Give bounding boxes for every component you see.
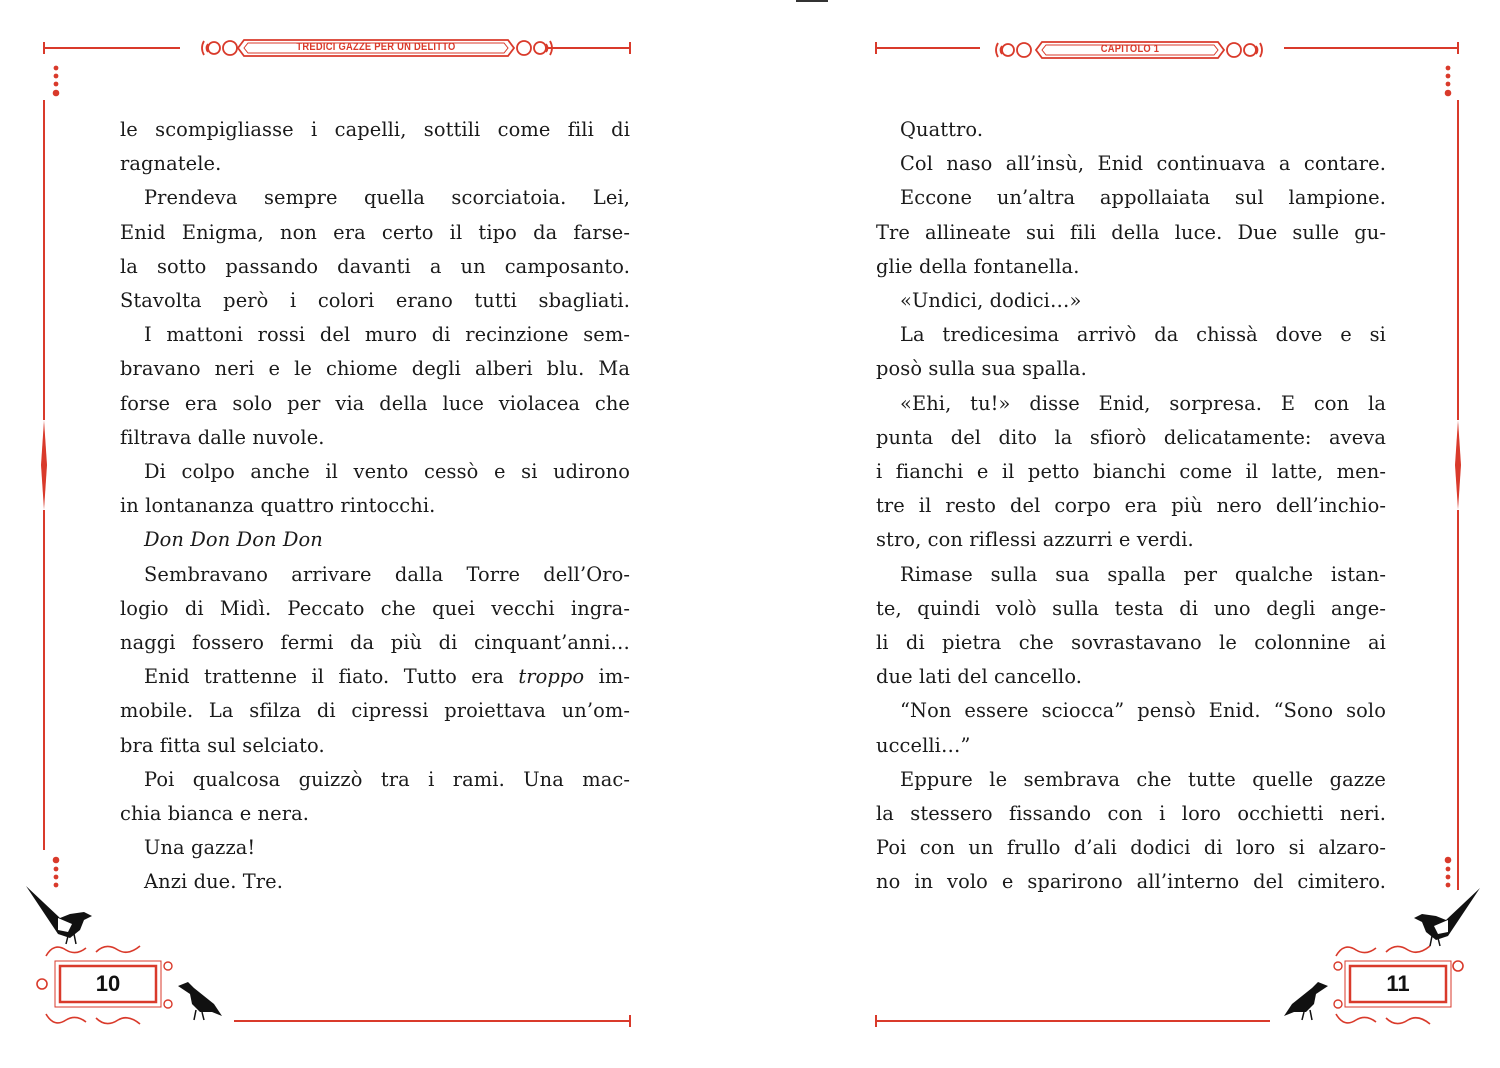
text-line: i fianchi e il petto bianchi come il latte, men- bbox=[876, 460, 1386, 484]
text-line: Eppure le sembrava che tutte quelle gazze bbox=[900, 767, 1386, 791]
text-line: Enid Enigma, non era certo il tipo da farse- bbox=[120, 220, 630, 244]
text-line: in lontananza quattro rintocchi. bbox=[120, 494, 436, 518]
text-line: Di colpo anche il vento cessò e si udirono bbox=[144, 460, 630, 484]
text-line: I mattoni rossi del muro di recinzione sem- bbox=[144, 323, 630, 347]
magpie-icon bbox=[1414, 888, 1480, 946]
text-line: Prendeva sempre quella scorciatoia. Lei, bbox=[144, 186, 630, 210]
page-number: 11 bbox=[1386, 971, 1410, 996]
text-line: Sembravano arrivare dalla Torre dell’Oro- bbox=[144, 562, 630, 586]
text-line: chia bianca e nera. bbox=[120, 802, 310, 826]
text-line: la sotto passando davanti a un camposanto. bbox=[120, 254, 630, 278]
text-line: Anzi due. Tre. bbox=[144, 870, 284, 894]
text-line: punta del dito la sfiorò delicatamente: aveva bbox=[876, 425, 1386, 449]
text-line-italic: Don Don Don Don bbox=[144, 528, 323, 552]
text-line: bravano neri e le chiome degli alberi blu. Ma bbox=[120, 357, 630, 381]
text-line: Quattro. bbox=[900, 118, 984, 141]
text-line: Una gazza! bbox=[144, 836, 256, 860]
text-line: due lati del cancello. bbox=[876, 665, 1083, 689]
text-line: Rimase sulla sua spalla per qualche istan- bbox=[900, 562, 1386, 586]
running-header-chapter: CAPITOLO 1 bbox=[1100, 43, 1160, 55]
right-page bbox=[750, 0, 1500, 1068]
text-line: La tredicesima arrivò da chissà dove e si bbox=[900, 323, 1386, 347]
text-line: no in volo e sparirono all’interno del cimitero. bbox=[876, 870, 1386, 894]
text-fragment-italic: troppo bbox=[518, 665, 585, 689]
text-line: filtrava dalle nuvole. bbox=[120, 425, 325, 449]
text-line: stro, con riflessi azzurri e verdi. bbox=[876, 528, 1194, 552]
text-line: forse era solo per via della luce violacea che bbox=[120, 391, 630, 415]
text-line: Stavolta però i colori erano tutti sbagliati. bbox=[120, 289, 630, 313]
text-line: Col naso all’insù, Enid continuava a contare. bbox=[900, 152, 1386, 176]
text-line: «Ehi, tu!» disse Enid, sorpresa. E con la bbox=[900, 391, 1386, 415]
crow-icon bbox=[178, 982, 222, 1020]
right-page-text bbox=[876, 113, 1386, 900]
text-line: glie della fontanella. bbox=[876, 254, 1080, 278]
text-line: tre il resto del corpo era più nero dell’inchio- bbox=[876, 494, 1386, 518]
text-line: uccelli…” bbox=[876, 733, 971, 757]
page-number: 10 bbox=[95, 971, 121, 996]
text-line: Poi qualcosa guizzò tra i rami. Una mac- bbox=[144, 767, 630, 791]
magpie-icon bbox=[26, 886, 92, 944]
text-line: “Non essere sciocca” pensò Enid. “Sono solo bbox=[900, 699, 1386, 723]
text-line: la stessero fissando con i loro occhietti neri. bbox=[876, 802, 1386, 826]
text-fragment: Enid trattenne il fiato. Tutto era bbox=[144, 665, 504, 689]
text-line: mobile. La sfilza di cipressi proiettava un’om- bbox=[120, 699, 630, 723]
text-line: Tre allineate sui fili della luce. Due sulle gu- bbox=[876, 220, 1386, 244]
left-page-text bbox=[120, 113, 630, 900]
running-header-title: TREDICI GAZZE PER UN DELITTO bbox=[296, 41, 456, 53]
crow-icon bbox=[1284, 982, 1328, 1020]
text-line: li di pietra che sovrastavano le colonnine ai bbox=[876, 631, 1386, 655]
text-line: naggi fossero fermi da più di cinquant’anni… bbox=[120, 631, 630, 655]
text-line: logio di Midì. Peccato che quei vecchi ingra- bbox=[120, 596, 630, 620]
text-line: posò sulla sua spalla. bbox=[876, 357, 1087, 381]
text-line bbox=[120, 660, 630, 694]
text-fragment: im- bbox=[598, 665, 631, 689]
text-line: le scompigliasse i capelli, sottili come fili di bbox=[120, 118, 630, 141]
text-line: Poi con un frullo d’ali dodici di loro si alzaro- bbox=[876, 836, 1386, 860]
text-line: bra fitta sul selciato. bbox=[120, 733, 325, 757]
text-line: ragnatele. bbox=[120, 152, 222, 176]
text-line: «Undici, dodici…» bbox=[900, 289, 1082, 313]
text-line: te, quindi volò sulla testa di uno degli ange- bbox=[876, 596, 1386, 620]
text-line: Eccone un’altra appollaiata sul lampione. bbox=[900, 186, 1386, 210]
